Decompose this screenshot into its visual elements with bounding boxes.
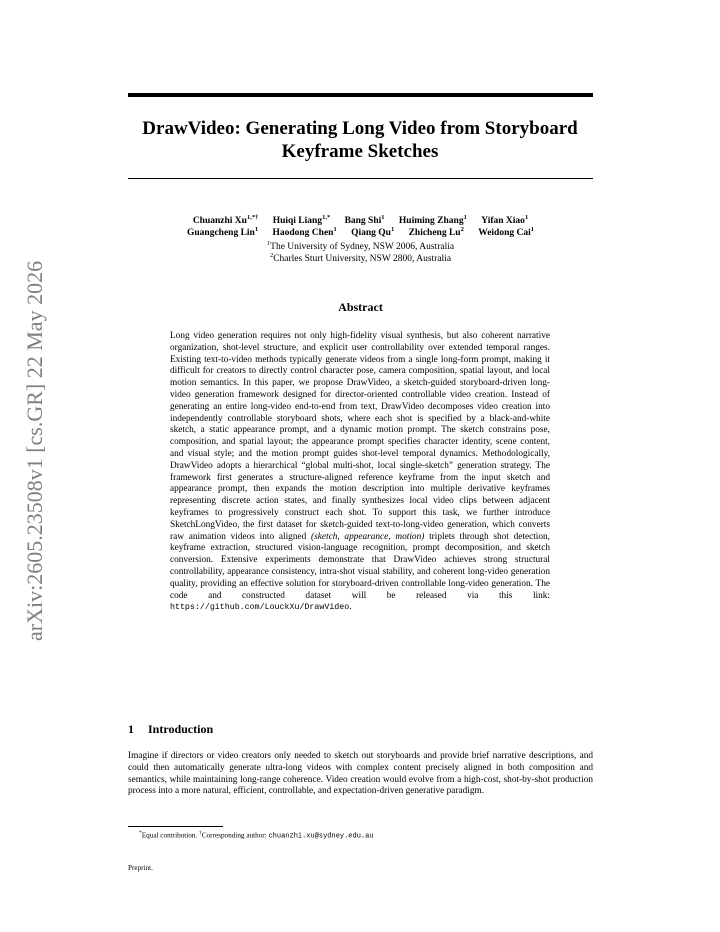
title-rule-top bbox=[128, 93, 593, 97]
intro-paragraph: Imagine if directors or video creators only needed to sketch out storyboards and provide brief narrative descriptions, and could then automatically generate ultra-long videos with complex content precisely aligned in both composition and semantics, while maintaining long-range coherence. Video creation would evolve from a high-cost, shot-by-shot production process into a more natural, efficient, controllable, and expectation-driven generative paradigm. bbox=[128, 751, 593, 797]
author-name: Zhicheng Lu$^2$ bbox=[408, 226, 464, 239]
author-name: Weidong Cai$^1$ bbox=[478, 226, 534, 239]
triplet-math: (sketch, appearance, motion) bbox=[311, 531, 425, 542]
email-link[interactable]: chuanzhi.xu@sydney.edu.au bbox=[268, 832, 374, 841]
authors-row-2 bbox=[128, 224, 593, 239]
author-name: Bang Shi$^1$ bbox=[344, 214, 385, 227]
affiliation: $^2$Charles Sturt University, NSW 2800, Australia bbox=[269, 252, 452, 265]
abstract-heading: Abstract bbox=[338, 300, 383, 314]
paper-title: DrawVideo: Generating Long Video from Storyboard Keyframe Sketches bbox=[142, 118, 578, 162]
section-heading: 1 Introduction bbox=[128, 722, 214, 736]
abstract-body: Long video generation requires not only high-fidelity visual synthesis, but also coherent narrative organization, shot-level structure, and explicit user controllability over extended temporal ranges. Existing text-to-video methods typically generate videos from a single long-form prompt, making it difficult for creators to directly control character pose, camera composition, spatial layout, and local motion semantics. In this paper, we propose DrawVideo, a sketch-guided storyboard-driven long-video generation framework designed for director-oriented controllable video creation. Instead of generating an entire long-video end-to-end from text, DrawVideo decomposes video creation into independently controllable storyboard shots, where each shot is specified by a black-and-white sketch, a static appearance prompt, and a dynamic motion prompt. The sketch constrains pose, composition, and spatial layout; the appearance prompt specifies character identity, scene content, and visual style; and the motion prompt guides shot-level temporal dynamics. Methodologically, DrawVideo adopts a hierarchical “global multi-shot, local single-sketch” generation strategy. The framework first generates a structure-aligned reference keyframe from the input sketch and appearance prompt, then expands the motion description into multiple derivative keyframes representing discrete action states, and finally synthesizes local video clips between adjacent keyframes to progressively construct each shot. To support this task, we further introduce SketchLongVideo, the first dataset for sketch-guided text-to-long-video generation, which converts raw animation videos into aligned (sketch, appearance, motion) triplets through shot detection, keyframe extraction, structured vision-language recognition, prompt decomposition, and sketch conversion. Extensive experiments demonstrate that DrawVideo achieves strong structural controllability, appearance consistency, intra-shot visual stability, and coherent long-video generation quality, providing an effective solution for storyboard-driven controllable long-video generation. The code and constructed dataset will be released via this link: https://github.com/LouckXu/DrawVideo. bbox=[170, 331, 551, 613]
footnote: *Equal contribution. †Corresponding author: chuanzhi.xu@sydney.edu.au bbox=[139, 830, 374, 841]
author-name: Huiqi Liang$^{1,*}$ bbox=[272, 214, 331, 227]
preprint-label: Preprint. bbox=[128, 864, 153, 872]
author-name: Huiming Zhang$^1$ bbox=[398, 214, 467, 227]
affiliation: $^1$The University of Sydney, NSW 2006, Australia bbox=[266, 240, 455, 253]
author-name: Chuanzhi $Xu^{1,*\dagger}$ bbox=[192, 214, 259, 227]
title-rule-bottom bbox=[128, 178, 593, 179]
footnote-rule bbox=[128, 826, 223, 827]
arxiv-stamp: arXiv:2605.23508v1 [cs.GR] 22 May 2026 bbox=[22, 260, 47, 641]
author-name: Haodong Chen$^1$ bbox=[272, 226, 337, 239]
code-link[interactable]: https://github.com/LouckXu/DrawVideo bbox=[170, 603, 350, 613]
author-name: Guangcheng Lin$^1$ bbox=[187, 226, 259, 239]
author-name: Yifan Xiao$^1$ bbox=[481, 214, 529, 227]
author-name: Qiang Qu$^1$ bbox=[351, 226, 395, 239]
